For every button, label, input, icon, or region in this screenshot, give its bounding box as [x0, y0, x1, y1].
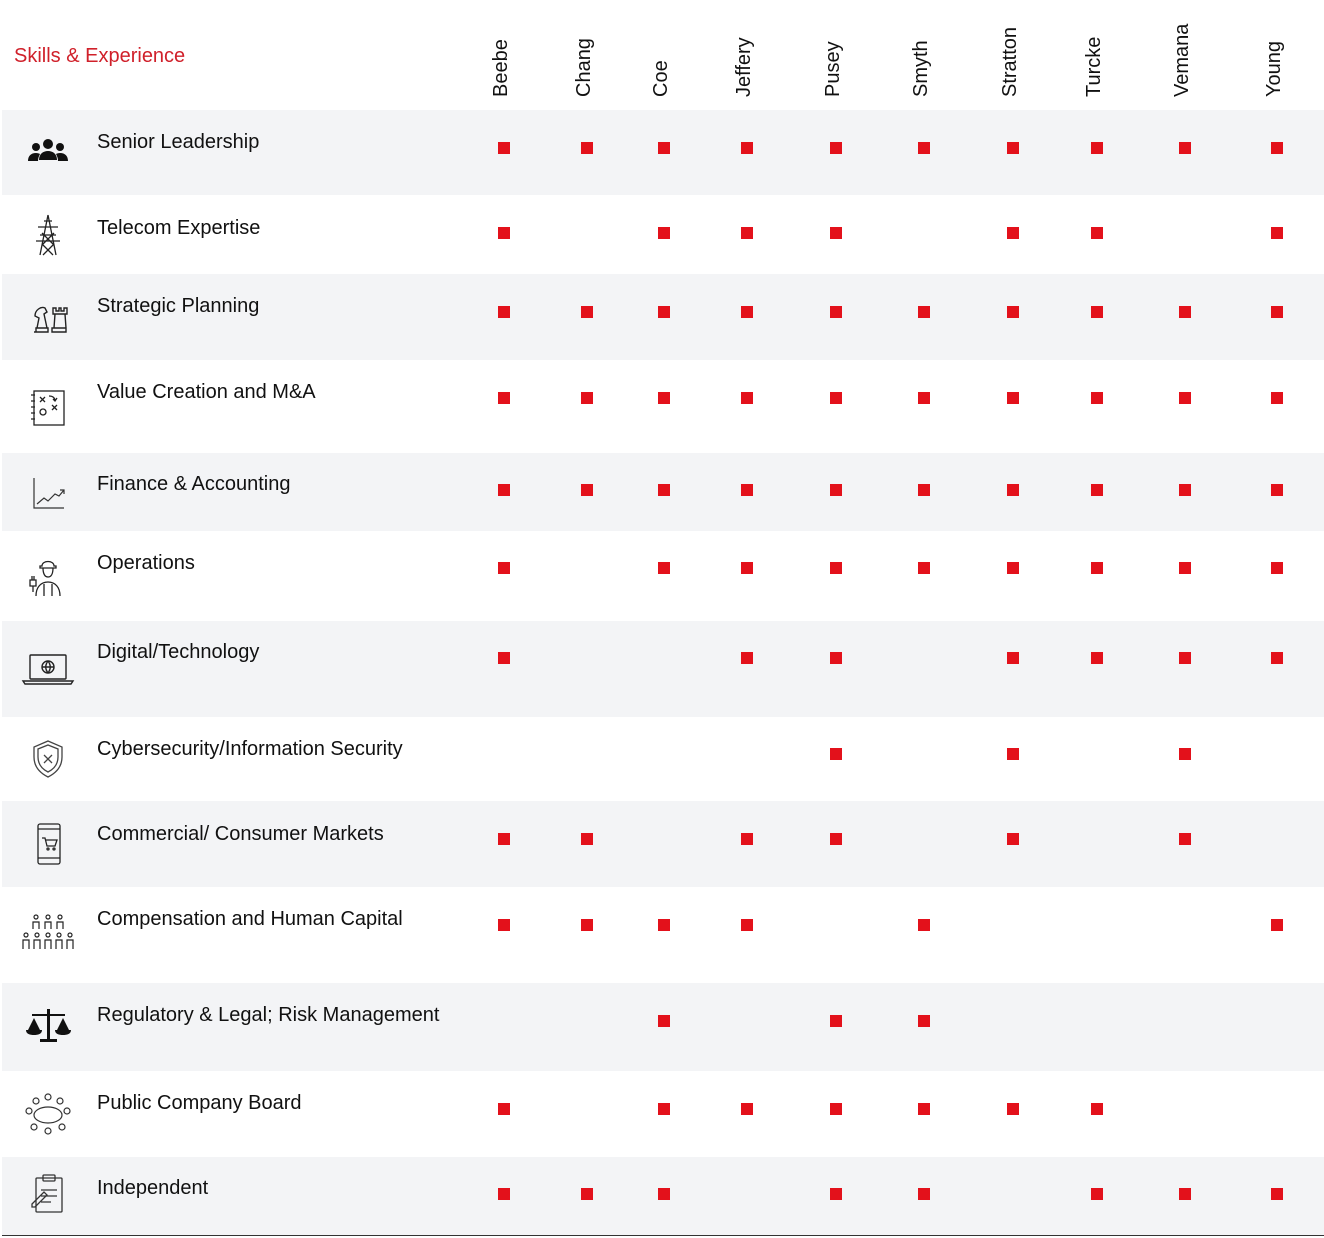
skill-marker — [830, 227, 842, 239]
director-name: Chang — [573, 38, 595, 97]
skill-marker — [1007, 484, 1019, 496]
skill-marker — [1271, 306, 1283, 318]
skill-marker — [1179, 652, 1191, 664]
skill-marker — [658, 919, 670, 931]
skill-label: Senior Leadership — [97, 131, 260, 153]
director-header — [733, 37, 757, 97]
skill-label: Public Company Board — [97, 1092, 302, 1114]
skill-marker — [1179, 392, 1191, 404]
skill-marker — [1007, 227, 1019, 239]
skill-marker — [1271, 142, 1283, 154]
skill-marker — [1091, 562, 1103, 574]
skill-marker — [741, 306, 753, 318]
skill-marker — [1179, 142, 1191, 154]
skill-marker — [741, 484, 753, 496]
skill-marker — [918, 919, 930, 931]
skill-label: Regulatory & Legal; Risk Management — [97, 1004, 440, 1026]
skill-marker — [741, 919, 753, 931]
skill-marker — [498, 833, 510, 845]
skill-marker — [830, 306, 842, 318]
skill-marker — [581, 1188, 593, 1200]
skill-marker — [830, 748, 842, 760]
skill-marker — [1091, 142, 1103, 154]
skill-marker — [498, 306, 510, 318]
skill-marker — [658, 392, 670, 404]
skill-marker — [741, 652, 753, 664]
skill-marker — [1007, 1103, 1019, 1115]
director-name: Beebe — [490, 39, 512, 97]
skill-marker — [830, 833, 842, 845]
skill-label: Telecom Expertise — [97, 217, 261, 239]
skill-marker — [1179, 833, 1191, 845]
skill-marker — [658, 1103, 670, 1115]
skill-marker — [918, 1188, 930, 1200]
skill-marker — [498, 227, 510, 239]
skill-label: Strategic Planning — [97, 295, 260, 317]
skill-marker — [658, 306, 670, 318]
skill-marker — [741, 833, 753, 845]
skill-marker — [1007, 748, 1019, 760]
director-header — [1083, 36, 1107, 97]
skill-marker — [658, 227, 670, 239]
engineer-icon — [18, 546, 78, 606]
skill-marker — [830, 142, 842, 154]
skill-marker — [498, 142, 510, 154]
skill-marker — [1179, 748, 1191, 760]
skill-marker — [658, 1015, 670, 1027]
director-header — [822, 41, 846, 97]
skill-marker — [741, 562, 753, 574]
skill-marker — [1007, 652, 1019, 664]
matrix-title: Skills & Experience — [14, 45, 186, 67]
skill-marker — [741, 392, 753, 404]
skill-marker — [498, 919, 510, 931]
director-name: Smyth — [910, 40, 932, 97]
people-group-icon — [18, 905, 78, 965]
skill-marker — [830, 562, 842, 574]
skill-marker — [1091, 1103, 1103, 1115]
skill-marker — [1091, 652, 1103, 664]
clipboard-icon — [18, 1164, 78, 1224]
skill-marker — [741, 142, 753, 154]
skill-marker — [918, 1103, 930, 1115]
skill-marker — [1271, 392, 1283, 404]
skill-marker — [1271, 562, 1283, 574]
skill-marker — [1091, 392, 1103, 404]
skill-marker — [581, 142, 593, 154]
skill-marker — [498, 1188, 510, 1200]
skill-marker — [918, 562, 930, 574]
director-header — [1263, 41, 1287, 97]
director-name: Coe — [650, 60, 672, 97]
growth-chart-icon — [18, 462, 78, 522]
skill-row — [2, 887, 1324, 983]
skill-row — [2, 621, 1324, 717]
skill-marker — [741, 1103, 753, 1115]
skill-marker — [1007, 833, 1019, 845]
skill-marker — [1179, 484, 1191, 496]
director-name: Pusey — [822, 41, 844, 97]
director-name: Turcke — [1083, 36, 1105, 97]
skill-marker — [498, 1103, 510, 1115]
skill-marker — [918, 392, 930, 404]
director-header — [490, 39, 514, 97]
skill-marker — [1007, 306, 1019, 318]
skill-marker — [918, 142, 930, 154]
skill-marker — [498, 392, 510, 404]
skill-marker — [498, 652, 510, 664]
skill-marker — [830, 1188, 842, 1200]
skill-marker — [498, 484, 510, 496]
skill-marker — [1091, 484, 1103, 496]
skill-marker — [1271, 919, 1283, 931]
skill-marker — [581, 833, 593, 845]
skill-marker — [581, 484, 593, 496]
skill-label: Cybersecurity/Information Security — [97, 738, 403, 760]
skill-marker — [1091, 1188, 1103, 1200]
skill-marker — [658, 142, 670, 154]
skill-marker — [658, 562, 670, 574]
skill-row — [2, 531, 1324, 621]
skill-label: Finance & Accounting — [97, 473, 291, 495]
skill-marker — [498, 562, 510, 574]
transmission-tower-icon — [18, 205, 78, 265]
director-name: Young — [1263, 41, 1285, 97]
strategy-board-icon — [18, 377, 78, 437]
skill-marker — [1179, 1188, 1191, 1200]
skill-label: Commercial/ Consumer Markets — [97, 823, 384, 845]
skill-label: Compensation and Human Capital — [97, 908, 403, 930]
skill-marker — [918, 484, 930, 496]
director-header — [573, 38, 597, 97]
skill-marker — [918, 1015, 930, 1027]
director-header — [1171, 23, 1195, 97]
skill-marker — [918, 306, 930, 318]
boardroom-icon — [18, 1083, 78, 1143]
skill-marker — [830, 392, 842, 404]
skill-marker — [581, 919, 593, 931]
skill-label: Digital/Technology — [97, 641, 260, 663]
skill-marker — [658, 1188, 670, 1200]
scales-icon — [18, 997, 78, 1057]
skill-marker — [1007, 392, 1019, 404]
director-name: Jeffery — [733, 37, 755, 97]
skill-marker — [1179, 562, 1191, 574]
skill-marker — [830, 652, 842, 664]
skill-marker — [1007, 562, 1019, 574]
skill-marker — [1091, 227, 1103, 239]
director-name: Vemana — [1171, 23, 1193, 97]
skill-row — [2, 360, 1324, 453]
skill-marker — [1271, 1188, 1283, 1200]
skill-label: Operations — [97, 552, 195, 574]
skill-label: Independent — [97, 1177, 209, 1199]
skill-marker — [1271, 652, 1283, 664]
mobile-cart-icon — [18, 814, 78, 874]
team-icon — [18, 122, 78, 182]
skill-marker — [1091, 306, 1103, 318]
director-header — [999, 26, 1023, 97]
skill-marker — [1179, 306, 1191, 318]
skill-marker — [581, 306, 593, 318]
bottom-rule — [2, 1235, 1324, 1236]
skill-marker — [830, 1103, 842, 1115]
laptop-globe-icon — [18, 639, 78, 699]
director-name: Stratton — [999, 26, 1021, 97]
shield-icon — [18, 729, 78, 789]
skill-marker — [1271, 484, 1283, 496]
chess-pieces-icon — [18, 286, 78, 346]
skill-marker — [741, 227, 753, 239]
director-header — [650, 60, 674, 97]
director-header — [910, 40, 934, 97]
skill-marker — [830, 484, 842, 496]
skill-marker — [830, 1015, 842, 1027]
skill-marker — [1271, 227, 1283, 239]
skill-marker — [581, 392, 593, 404]
skill-marker — [658, 484, 670, 496]
skill-marker — [1007, 142, 1019, 154]
skill-label: Value Creation and M&A — [97, 381, 316, 403]
